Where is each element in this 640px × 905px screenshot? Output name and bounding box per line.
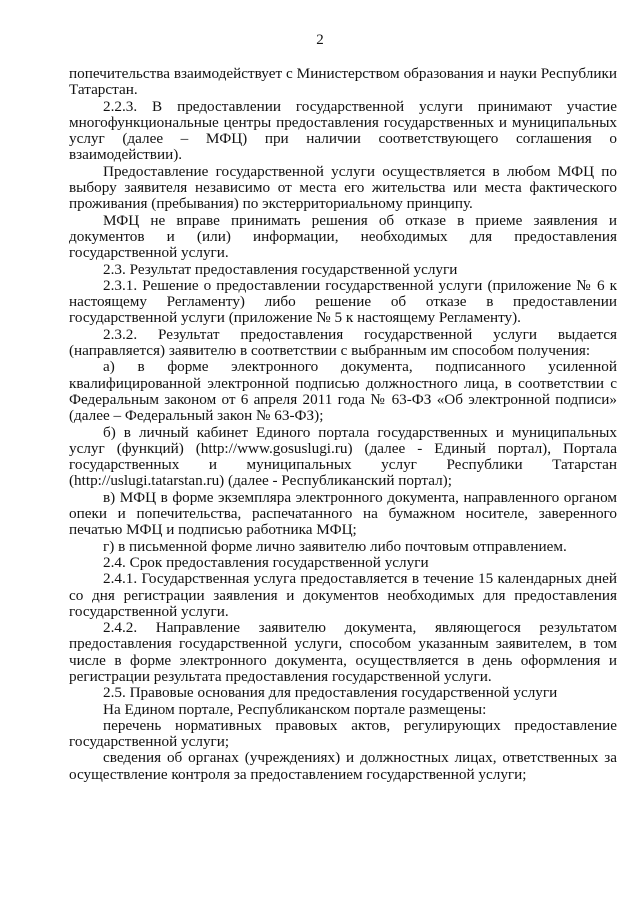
- paragraph-control-bodies: сведения об органах (учреждениях) и должностных лицах, ответственных за осуществление контроля за предоставлением государственной услуги;: [69, 749, 617, 783]
- section-heading-2-3: 2.3. Результат предоставления государственной услуги: [103, 260, 458, 278]
- list-item-a-electronic: а) в форме электронного документа, подписанного усиленной квалифицированной электронной подписью должностного лица, в соответствии с Федеральным законом от 6 апреля 2011 года № 63-ФЗ «Об электронной подписи» (далее – Федеральный закон № 63-ФЗ);: [69, 358, 617, 425]
- paragraph-guardianship-continuation: попечительства взаимодействует с Министерством образования и науки Республики Татарстан.: [69, 65, 617, 99]
- paragraph-mfc-no-refusal: МФЦ не вправе принимать решения об отказе в приеме заявления и документов и (или) информации, необходимых для предоставления государственной услуги.: [69, 211, 617, 262]
- paragraph-2-3-2: 2.3.2. Результат предоставления государственной услуги выдается (направляется) заявителю в соответствии с выбранным им способом получения:: [69, 325, 617, 360]
- document-body: [69, 66, 617, 783]
- paragraph-2-2-3: 2.2.3. В предоставлении государственной услуги принимают участие многофункциональные центры предоставления государственных и муниципальных услуг (далее – МФЦ) при наличии соответствующего соглашения о взаимодействии).: [69, 97, 617, 164]
- list-item-v-mfc: в) МФЦ в форме экземпляра электронного документа, направленного органом опеки и попечительства, распечатанного на бумажном носителе, заверенного печатью МФЦ и подписью работника МФЦ;: [69, 488, 617, 539]
- section-heading-2-5: 2.5. Правовые основания для предоставления государственной услуги: [103, 684, 558, 702]
- paragraph-portal-published: На Едином портале, Республиканском портале размещены:: [103, 700, 487, 718]
- paragraph-normative-acts: перечень нормативных правовых актов, регулирующих предоставление государственной услуги;: [69, 716, 617, 751]
- section-heading-2-4: 2.4. Срок предоставления государственной услуги: [103, 553, 429, 571]
- page-number: 2: [316, 32, 324, 48]
- paragraph-2-3-1: 2.3.1. Решение о предоставлении государственной услуги (приложение № 6 к настоящему Регламенту) либо решение об отказе в предоставлении государственной услуги (приложение № 5 к настоящему Регламенту).: [69, 276, 617, 327]
- list-item-b-portal: б) в личный кабинет Единого портала государственных и муниципальных услуг (функций) (http://www.gosuslugi.ru) (далее - Единый портал), Портала государственных и муниципальных услуг Республики Татарстан (http://uslugi.tatarstan.ru) (далее - Республиканский портал);: [69, 423, 617, 490]
- paragraph-2-4-2: 2.4.2. Направление заявителю документа, являющегося результатом предоставления государственной услуги, способом указанным заявителем, в том числе в форме электронного документа, осуществляется в день оформления и регистрации результата предоставления государственной услуги.: [69, 619, 617, 685]
- list-item-g-written: г) в письменной форме лично заявителю либо почтовым отправлением.: [103, 537, 567, 555]
- paragraph-mfc-any-location: Предоставление государственной услуги осуществляется в любом МФЦ по выбору заявителя независимо от места его жительства или места фактического проживания (пребывания) по экстерриториальному принципу.: [69, 162, 617, 213]
- paragraph-2-4-1: 2.4.1. Государственная услуга предоставляется в течение 15 календарных дней со дня регистрации заявления и документов необходимых для предоставления государственной услуги.: [69, 570, 617, 620]
